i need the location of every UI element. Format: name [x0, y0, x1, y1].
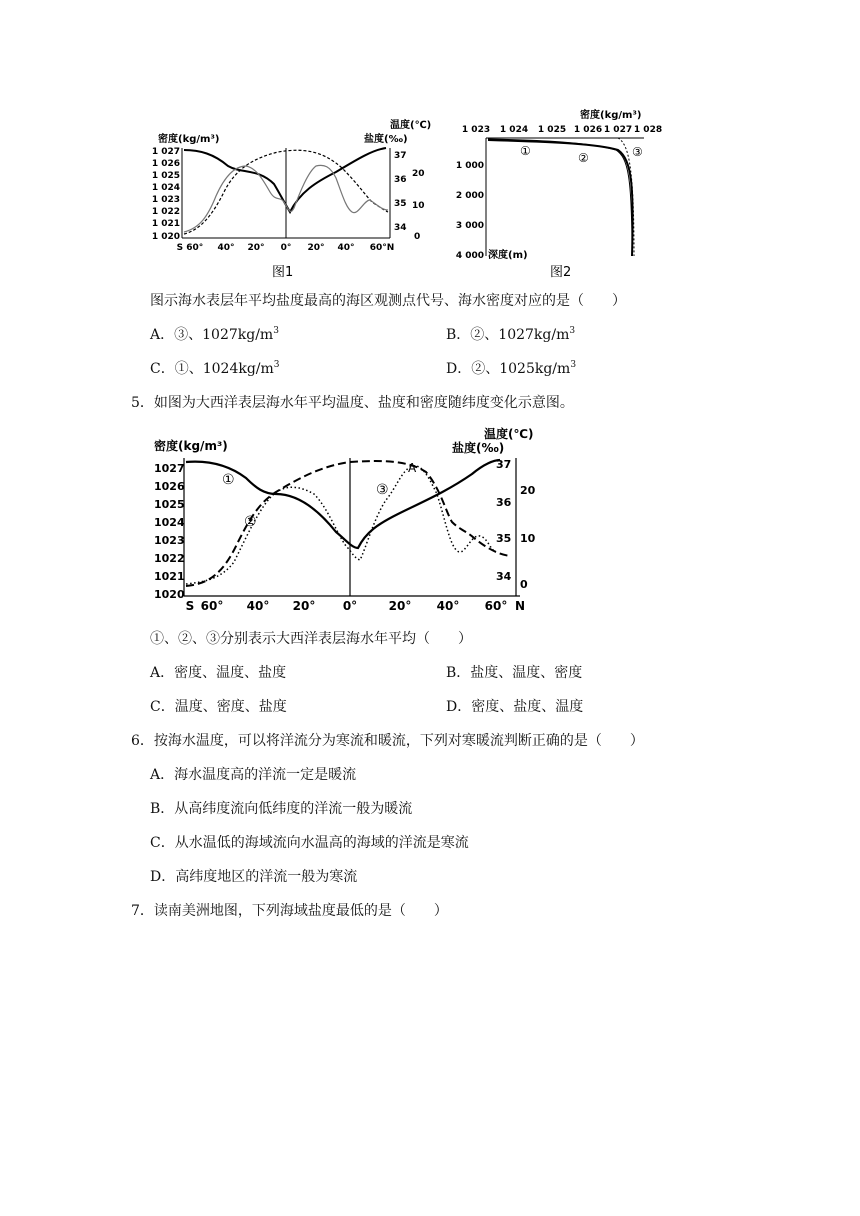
q5-sal-tick: 36 — [496, 496, 512, 509]
option-text: 密度、盐度、温度 — [471, 699, 584, 715]
q5-option-d[interactable] — [446, 698, 583, 716]
q5-option-a[interactable] — [150, 664, 286, 682]
option-text: 从高纬度流向低纬度的洋流一般为暖流 — [174, 801, 413, 817]
fig1-left-tick: 1 025 — [151, 171, 180, 181]
option-letter: A． — [150, 327, 175, 343]
option-text: ③、1027kg/m — [174, 327, 274, 343]
q5-sal-title: 盐度(‰) — [452, 441, 505, 455]
q6-stem: 6．按海水温度，可以将洋流分为寒流和暖流，下列对寒暖流判断正确的是（ ） — [131, 733, 644, 749]
q5-x-tick: 40° — [436, 599, 460, 613]
fig2-top-tick: 1 024 — [499, 125, 529, 135]
q5-temp-tick: 10 — [520, 532, 535, 545]
fig2-top-tick: 1 028 — [633, 125, 663, 135]
q5-left-tick: 1026 — [154, 480, 185, 493]
q4-option-b[interactable] — [446, 326, 575, 344]
fig1-sal-tick: 36 — [394, 175, 407, 185]
fig1-temp-tick: 10 — [412, 201, 425, 211]
fig1-left-tick: 1 023 — [151, 195, 180, 205]
q5-left-tick: 1021 — [154, 570, 185, 583]
figure-2 — [448, 106, 673, 282]
option-letter: D． — [446, 361, 472, 377]
fig1-x-tick: 40° — [337, 243, 355, 253]
fig1-left-axis-title: 密度(kg/m³) — [158, 134, 220, 145]
option-text: 温度、密度、盐度 — [174, 699, 287, 715]
fig2-caption: 图2 — [550, 265, 572, 280]
option-letter: C． — [150, 699, 175, 715]
q6-option-d[interactable] — [150, 868, 357, 886]
fig1-x-tick: 20° — [307, 243, 325, 253]
fig2-top-tick: 1 027 — [603, 125, 633, 135]
q5-option-b[interactable] — [446, 664, 582, 682]
option-text: 密度、温度、盐度 — [174, 665, 287, 681]
option-letter: C． — [150, 835, 175, 851]
fig1-left-tick: 1 021 — [151, 219, 180, 229]
q5-x-tick: S — [185, 599, 195, 613]
q6-option-a[interactable] — [150, 766, 356, 784]
q5-sub-stem: ①、②、③分别表示大西洋表层海水年平均（ ） — [150, 631, 472, 647]
fig2-top-tick: 1 023 — [461, 125, 491, 135]
fig1-caption: 图1 — [272, 265, 294, 280]
option-text: ②、1025kg/m — [471, 361, 571, 377]
fig2-depth-label: 深度(m) — [488, 250, 528, 261]
option-letter: B． — [446, 665, 471, 681]
q5-x-tick: 40° — [246, 599, 270, 613]
fig2-curve-label-2: ② — [578, 151, 589, 165]
q5-option-c[interactable] — [150, 698, 287, 716]
q5-x-tick: 60° — [200, 599, 224, 613]
fig2-depth-tick: 3 000 — [455, 221, 484, 231]
q5-left-tick: 1022 — [154, 552, 185, 565]
option-text: 海水温度高的洋流一定是暖流 — [174, 767, 357, 783]
q5-x-tick: N — [514, 599, 526, 613]
fig1-x-tick: S 60° — [176, 243, 204, 253]
option-text: 盐度、温度、密度 — [470, 665, 583, 681]
fig2-top-axis-title: 密度(kg/m³) — [580, 110, 642, 121]
q5-curve-label-2: ② — [244, 514, 257, 530]
fig1-sal-tick: 35 — [394, 199, 407, 209]
q5-x-tick: 20° — [292, 599, 316, 613]
option-sup: 3 — [273, 360, 280, 370]
option-text: 高纬度地区的洋流一般为寒流 — [175, 869, 358, 885]
fig1-sal-tick: 37 — [394, 151, 407, 161]
q5-sal-tick: 37 — [496, 458, 512, 471]
option-text: 从水温低的海域流向水温高的海域的洋流是寒流 — [174, 835, 469, 851]
fig2-curve-label-3: ③ — [632, 145, 643, 159]
fig2-curve-2 — [488, 140, 633, 256]
fig1-temp-title: 温度(℃) — [390, 120, 432, 131]
q5-x-tick: 0° — [342, 599, 358, 613]
q5-left-axis-title: 密度(kg/m³) — [154, 439, 228, 453]
fig2-top-tick: 1 026 — [573, 125, 603, 135]
q6-option-b[interactable] — [150, 800, 412, 818]
q5-temp-tick: 20 — [520, 484, 535, 497]
q5-temp-title: 温度(℃) — [484, 427, 534, 441]
fig2-curve-label-1: ① — [520, 144, 531, 158]
q5-left-tick: 1025 — [154, 498, 185, 511]
option-letter: A． — [150, 767, 175, 783]
q5-left-tick: 1020 — [154, 588, 185, 601]
q5-sal-tick: 35 — [496, 532, 512, 545]
option-sup: 3 — [569, 326, 576, 336]
fig1-x-tick: 60°N — [369, 243, 395, 253]
q4-option-a[interactable] — [150, 326, 279, 344]
fig1-left-tick: 1 024 — [151, 183, 180, 193]
option-sup: 3 — [273, 326, 279, 336]
option-letter: B． — [150, 801, 175, 817]
fig1-left-tick: 1 020 — [151, 232, 180, 242]
q5-curve-label-a: A — [408, 461, 417, 475]
fig1-temp-tick: 0 — [414, 232, 421, 242]
fig1-left-tick: 1 026 — [151, 159, 180, 169]
fig1-left-tick: 1 027 — [151, 147, 180, 157]
fig2-depth-tick: 1 000 — [455, 161, 484, 171]
option-letter: B． — [446, 327, 471, 343]
fig1-sal-title: 盐度(‰) — [364, 134, 408, 145]
q7-stem: 7．读南美洲地图，下列海域盐度最低的是（ ） — [131, 903, 448, 919]
fig1-density-curve — [184, 148, 386, 212]
q5-curve-label-1: ① — [222, 472, 235, 488]
q5-x-tick: 60° — [484, 599, 508, 613]
q5-stem: 5．如图为大西洋表层海水年平均温度、盐度和密度随纬度变化示意图。 — [131, 395, 574, 411]
q4-stem: 图示海水表层年平均盐度最高的海区观测点代号、海水密度对应的是（ ） — [150, 293, 626, 309]
fig2-curve-1 — [488, 139, 632, 256]
q5-left-tick: 1023 — [154, 534, 185, 547]
fig2-depth-tick: 2 000 — [455, 191, 484, 201]
option-letter: D． — [446, 699, 472, 715]
fig1-x-tick: 40° — [217, 243, 235, 253]
fig1-x-tick: 20° — [247, 243, 265, 253]
option-sup: 3 — [570, 360, 577, 370]
q5-sal-tick: 34 — [496, 570, 512, 583]
q5-curve-label-3: ③ — [376, 482, 389, 498]
q4-option-d[interactable] — [446, 360, 576, 378]
figure-q5 — [150, 422, 535, 618]
option-letter: D． — [150, 869, 176, 885]
q5-left-tick: 1027 — [154, 462, 185, 475]
option-text: ①、1024kg/m — [174, 361, 274, 377]
fig2-depth-tick: 4 000 — [455, 251, 484, 261]
q6-option-c[interactable] — [150, 834, 469, 852]
q5-left-tick: 1024 — [154, 516, 185, 529]
q5-x-tick: 20° — [388, 599, 412, 613]
fig2-top-tick: 1 025 — [537, 125, 567, 135]
fig1-left-tick: 1 022 — [151, 207, 180, 217]
fig1-x-tick: 0° — [280, 243, 292, 253]
q4-option-c[interactable] — [150, 360, 280, 378]
fig1-temp-tick: 20 — [412, 169, 425, 179]
option-letter: C． — [150, 361, 175, 377]
q5-temp-tick: 0 — [520, 578, 528, 591]
option-letter: A． — [150, 665, 175, 681]
fig1-sal-tick: 34 — [394, 223, 407, 233]
option-text: ②、1027kg/m — [470, 327, 570, 343]
figure-1 — [150, 112, 440, 282]
